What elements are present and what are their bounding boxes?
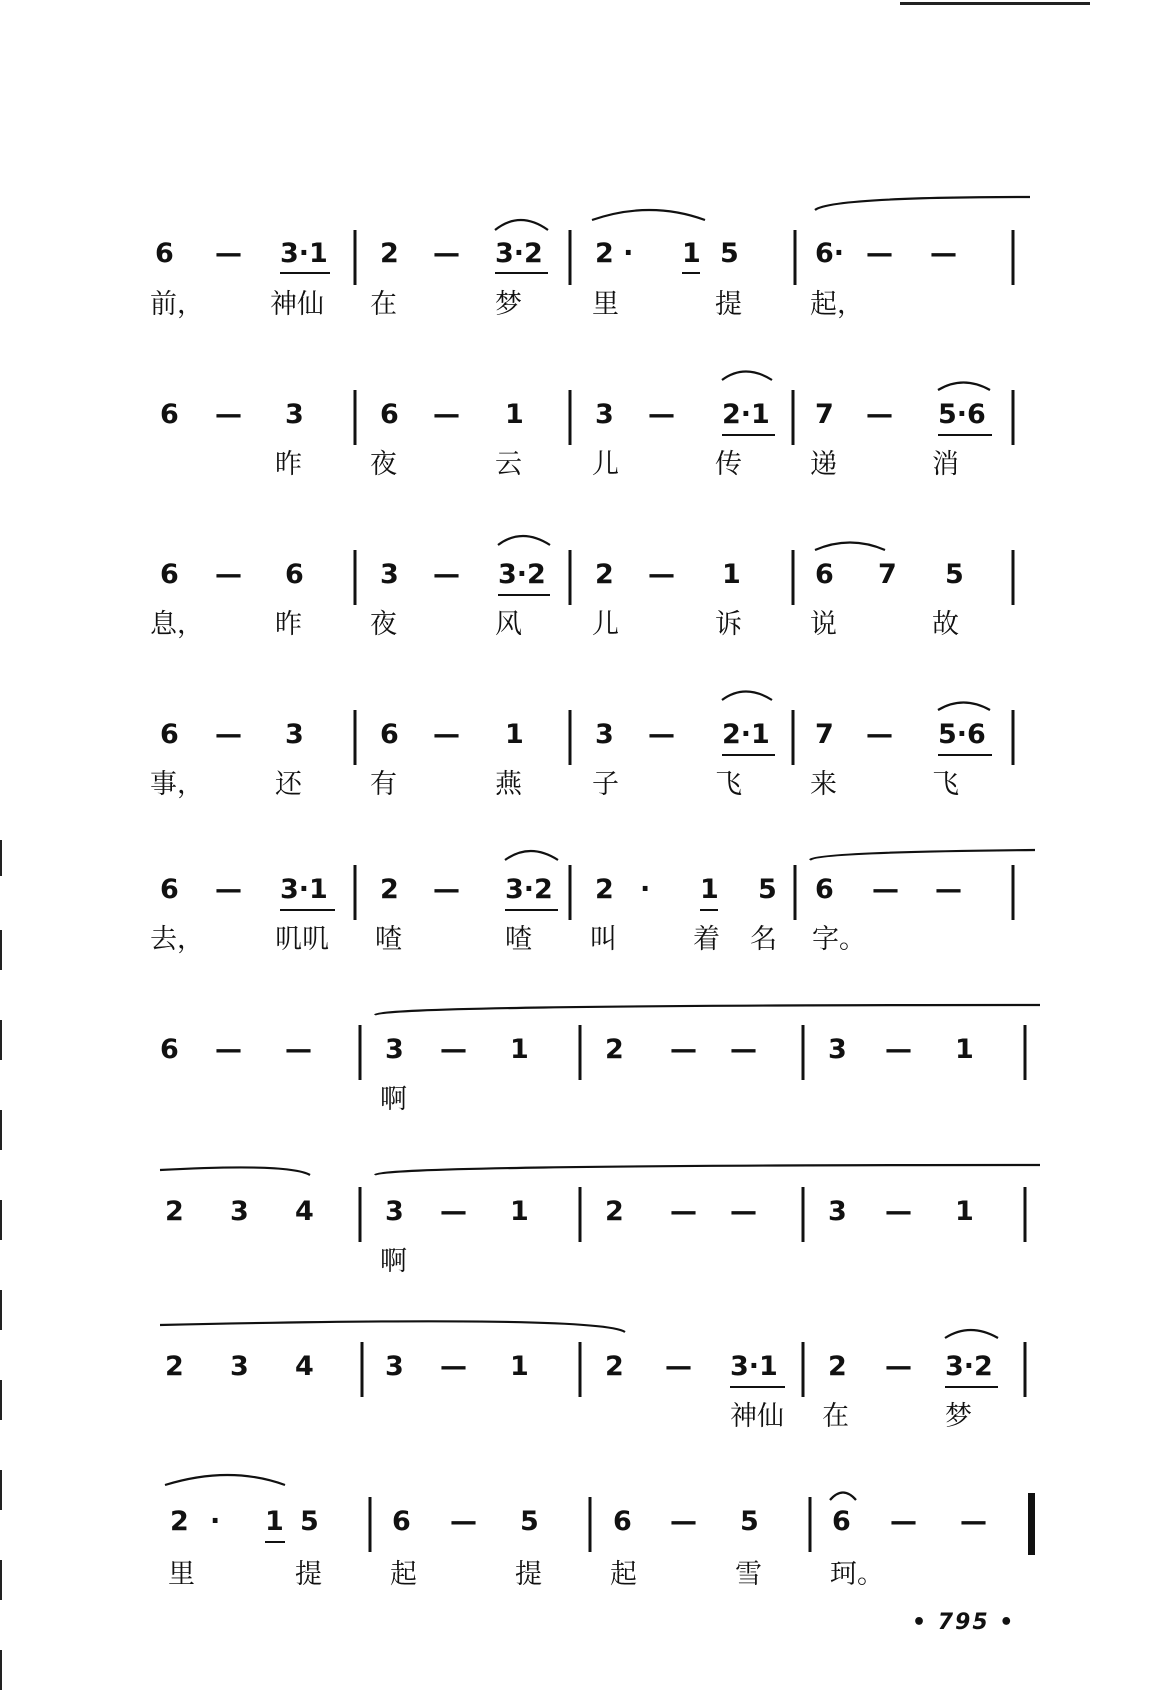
lyric: 提	[295, 1559, 322, 1590]
note: 3·1	[730, 1351, 778, 1382]
note: 2	[595, 559, 614, 590]
note: —	[670, 1196, 697, 1227]
note: —	[866, 238, 893, 269]
lyric: 字。	[812, 924, 866, 955]
lyric: 说	[810, 609, 837, 640]
slur	[815, 543, 885, 551]
lyric: 名	[750, 924, 777, 955]
note: ·	[210, 1506, 221, 1537]
note: 3	[285, 719, 304, 750]
music-system-4	[0, 665, 1170, 815]
note: 1	[955, 1196, 974, 1227]
lyric: 消	[932, 449, 959, 480]
slur	[722, 372, 772, 381]
note: —	[433, 238, 460, 269]
lyric: 有	[370, 769, 397, 800]
note: 5	[758, 874, 777, 905]
lyric: 夜	[370, 609, 397, 640]
note: 3	[230, 1351, 249, 1382]
slur	[815, 197, 1030, 210]
note: 3·2	[505, 874, 553, 905]
note: —	[960, 1506, 987, 1537]
note: 3	[385, 1034, 404, 1065]
lyric: 提	[715, 289, 742, 320]
note: 7	[815, 399, 834, 430]
lyric: 啊	[380, 1246, 407, 1277]
lyric: 还	[275, 769, 302, 800]
note: 3	[380, 559, 399, 590]
note: —	[215, 719, 242, 750]
note: 6	[160, 874, 179, 905]
note: —	[215, 1034, 242, 1065]
lyric: 提	[515, 1559, 542, 1590]
lyric: 故	[932, 609, 959, 640]
lyric: 昨	[275, 609, 302, 640]
note: —	[935, 874, 962, 905]
note: 2	[380, 238, 399, 269]
note: 3	[285, 399, 304, 430]
note: —	[648, 719, 675, 750]
note: 2	[605, 1351, 624, 1382]
note: 5	[520, 1506, 539, 1537]
note: 5	[300, 1506, 319, 1537]
note: —	[433, 399, 460, 430]
music-system-3	[0, 505, 1170, 655]
note: 1	[722, 559, 741, 590]
note: —	[648, 399, 675, 430]
note: 7	[878, 559, 897, 590]
lyric: 喳	[375, 924, 402, 955]
lyric: 起	[390, 1559, 417, 1590]
note: 6	[815, 559, 834, 590]
lyric: 去，	[150, 924, 204, 955]
note: 6	[155, 238, 174, 269]
note: —	[730, 1196, 757, 1227]
note: —	[665, 1351, 692, 1382]
staff-line-8	[0, 1300, 1170, 1450]
fermata	[830, 1493, 856, 1501]
note: 5·6	[938, 719, 986, 750]
music-system-7	[0, 1145, 1170, 1295]
note: 3	[385, 1351, 404, 1382]
slur	[938, 703, 990, 711]
staff-line-2	[0, 345, 1170, 495]
lyric: 梦	[495, 289, 522, 320]
note: 2 ·	[595, 238, 634, 269]
note: 1	[510, 1196, 529, 1227]
lyric: 叽叽	[275, 924, 329, 955]
note: —	[433, 874, 460, 905]
note: ·	[640, 874, 651, 905]
note: —	[866, 719, 893, 750]
staff-line-6	[0, 990, 1170, 1140]
staff-line-4	[0, 665, 1170, 815]
music-system-8	[0, 1300, 1170, 1450]
note: 2	[605, 1196, 624, 1227]
lyric: 喳	[505, 924, 532, 955]
note: 6	[160, 399, 179, 430]
lyric: 息，	[150, 609, 204, 640]
lyric: 里	[592, 289, 619, 320]
music-system-1	[0, 185, 1170, 335]
note: 5	[720, 238, 739, 269]
note: —	[433, 719, 460, 750]
staff-line-9	[0, 1455, 1170, 1605]
note: 2	[165, 1351, 184, 1382]
lyric: 叫	[590, 924, 617, 955]
music-system-9	[0, 1455, 1170, 1605]
note: —	[215, 238, 242, 269]
slur	[165, 1475, 285, 1485]
lyric: 飞	[715, 769, 742, 800]
note: 1	[505, 719, 524, 750]
note: 1	[682, 238, 701, 269]
lyric: 昨	[275, 449, 302, 480]
lyric: 云	[495, 449, 522, 480]
note: 2·1	[722, 719, 770, 750]
lyric: 递	[810, 449, 837, 480]
staff-line-5	[0, 820, 1170, 970]
lyric: 燕	[495, 769, 522, 800]
note: 6	[392, 1506, 411, 1537]
slur	[938, 383, 990, 391]
staff-line-1	[0, 185, 1170, 335]
music-system-6	[0, 990, 1170, 1140]
slur	[375, 1005, 1040, 1015]
note: 1	[510, 1034, 529, 1065]
note: —	[648, 559, 675, 590]
note: 3	[385, 1196, 404, 1227]
slur	[592, 210, 705, 220]
lyric: 神仙	[270, 289, 324, 320]
note: 2	[165, 1196, 184, 1227]
lyric: 起	[610, 1559, 637, 1590]
slur	[498, 536, 550, 545]
note: 3·2	[945, 1351, 993, 1382]
music-system-5	[0, 820, 1170, 970]
lyric: 风	[495, 609, 522, 640]
lyric: 诉	[715, 609, 742, 640]
slur	[945, 1330, 998, 1338]
note: 3	[230, 1196, 249, 1227]
note: —	[730, 1034, 757, 1065]
lyric: 传	[715, 449, 742, 480]
lyric: 事，	[150, 769, 204, 800]
slur	[505, 851, 558, 860]
lyric: 儿	[592, 449, 619, 480]
note: —	[440, 1351, 467, 1382]
note: —	[670, 1506, 697, 1537]
note: 6·	[815, 238, 845, 269]
note: —	[930, 238, 957, 269]
slur	[722, 692, 772, 701]
lyric: 飞	[932, 769, 959, 800]
note: 2	[605, 1034, 624, 1065]
lyric: 前，	[150, 289, 204, 320]
note: —	[215, 874, 242, 905]
note: 6	[815, 874, 834, 905]
note: 7	[815, 719, 834, 750]
note: 5	[740, 1506, 759, 1537]
note: 3·2	[498, 559, 546, 590]
lyric: 儿	[592, 609, 619, 640]
slur	[160, 1167, 310, 1175]
lyric: 起，	[810, 289, 864, 320]
slur	[810, 850, 1035, 860]
note: 3	[828, 1034, 847, 1065]
note: 6	[160, 1034, 179, 1065]
note: —	[215, 399, 242, 430]
slur	[375, 1165, 1040, 1175]
note: 4	[295, 1196, 314, 1227]
note: 2	[380, 874, 399, 905]
note: 1	[265, 1506, 284, 1537]
note: 6	[832, 1506, 851, 1537]
staff-line-3	[0, 505, 1170, 655]
note: 3·1	[280, 874, 328, 905]
note: —	[890, 1506, 917, 1537]
lyric: 在	[370, 289, 397, 320]
lyric: 神仙	[730, 1401, 784, 1432]
lyric: 啊	[380, 1084, 407, 1115]
note: —	[215, 559, 242, 590]
note: 3·1	[280, 238, 328, 269]
note: 6	[285, 559, 304, 590]
lyric: 里	[168, 1559, 195, 1590]
lyric: 珂。	[830, 1559, 884, 1590]
lyric: 夜	[370, 449, 397, 480]
note: 6	[380, 719, 399, 750]
note: 2	[595, 874, 614, 905]
note: 2·1	[722, 399, 770, 430]
lyric: 着	[693, 924, 720, 955]
note: 4	[295, 1351, 314, 1382]
note: 6	[160, 719, 179, 750]
note: 2	[170, 1506, 189, 1537]
note: 3	[595, 719, 614, 750]
final-barline	[1028, 1493, 1035, 1555]
note: 1	[510, 1351, 529, 1382]
note: 3·2	[495, 238, 543, 269]
note: —	[440, 1196, 467, 1227]
note: 6	[160, 559, 179, 590]
lyric: 在	[822, 1401, 849, 1432]
note: 1	[955, 1034, 974, 1065]
note: —	[433, 559, 460, 590]
note: 6	[613, 1506, 632, 1537]
note: 3	[595, 399, 614, 430]
note: 6	[380, 399, 399, 430]
margin-mark	[0, 1650, 2, 1690]
note: —	[872, 874, 899, 905]
slur	[495, 220, 548, 230]
note: —	[866, 399, 893, 430]
note: —	[885, 1351, 912, 1382]
note: —	[885, 1034, 912, 1065]
lyric: 子	[592, 769, 619, 800]
lyric: 梦	[945, 1401, 972, 1432]
note: 5	[945, 559, 964, 590]
note: —	[440, 1034, 467, 1065]
top-rule	[900, 2, 1090, 5]
lyric: 雪	[735, 1559, 762, 1590]
page-number: • 795 •	[912, 1610, 1016, 1635]
slur	[160, 1321, 625, 1332]
note: —	[285, 1034, 312, 1065]
lyric: 来	[810, 769, 837, 800]
note: 1	[505, 399, 524, 430]
note: —	[885, 1196, 912, 1227]
music-system-2	[0, 345, 1170, 495]
note: 1	[700, 874, 719, 905]
note: —	[450, 1506, 477, 1537]
staff-line-7	[0, 1145, 1170, 1295]
note: 3	[828, 1196, 847, 1227]
note: 2	[828, 1351, 847, 1382]
note: 5·6	[938, 399, 986, 430]
note: —	[670, 1034, 697, 1065]
